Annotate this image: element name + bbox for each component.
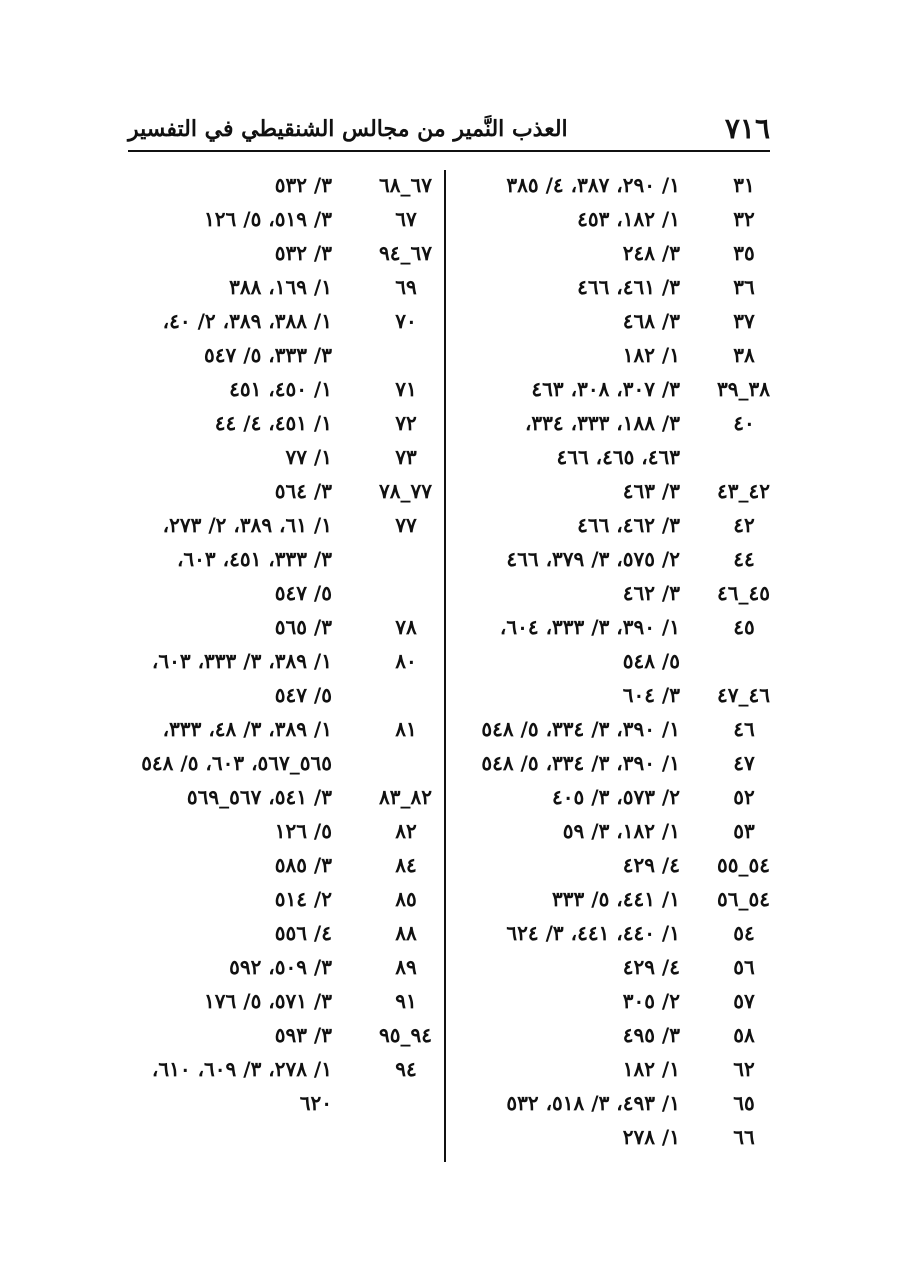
- verse-number: ٧٠: [395, 309, 417, 333]
- index-row: [122, 678, 442, 712]
- page-references: ٢/ ٣٠٥: [622, 989, 680, 1013]
- page-number: ٧١٦: [724, 112, 770, 145]
- verse-number: ٣٥: [733, 241, 755, 265]
- page-references: ١/ ٤٥٠، ٤٥١: [229, 377, 332, 401]
- page-references: ١/ ١٨٢، ٣/ ٥٩: [562, 819, 680, 843]
- index-row: [122, 508, 442, 542]
- verse-number: ٣١: [733, 173, 755, 197]
- page-references: ٣/ ٥٨٥: [274, 853, 332, 877]
- verse-number: ٨٨: [395, 921, 417, 945]
- page-references: ٣/ ٥١٩، ٥/ ١٢٦: [204, 207, 332, 231]
- index-row: [450, 542, 770, 576]
- page-references: ١/ ١٨٢، ٤٥٣: [577, 207, 680, 231]
- page-references: ١/ ٤٤٠، ٤٤١، ٣/ ٦٢٤: [506, 921, 680, 945]
- index-row: [450, 576, 770, 610]
- index-row: [122, 474, 442, 508]
- verse-number: ٦٧_٩٤: [379, 241, 432, 265]
- page-references: ١/ ٣٨٩، ٣/ ٣٣٣، ٦٠٣،: [151, 649, 332, 673]
- page-references: ٣/ ٤٩٥: [622, 1023, 680, 1047]
- verse-number: ٤٧: [733, 751, 755, 775]
- page-references: ١/ ١٨٢: [622, 343, 680, 367]
- index-row: [122, 882, 442, 916]
- verse-number: ٤٢: [733, 513, 755, 537]
- index-row: [450, 780, 770, 814]
- page-references: ١/ ٤٥١، ٤/ ٤٤: [214, 411, 332, 435]
- page-references: ١/ ٣٩٠، ٣/ ٣٣٤، ٥/ ٥٤٨: [481, 717, 680, 741]
- index-row: [450, 1120, 770, 1154]
- page-references: ١/ ٣٨٨، ٣٨٩، ٢/ ٤٠،: [162, 309, 332, 333]
- verse-number: ٦٧: [395, 207, 417, 231]
- page-references: ٥/ ٥٤٧: [274, 581, 332, 605]
- index-row: [450, 338, 770, 372]
- index-row: [122, 372, 442, 406]
- page-references: ٦٢٠: [299, 1091, 332, 1115]
- index-row: [450, 848, 770, 882]
- verse-number: ٣٧: [733, 309, 755, 333]
- index-row: [450, 916, 770, 950]
- verse-number: ٥٣: [733, 819, 755, 843]
- index-row: [122, 1086, 442, 1120]
- page-references: ٣/ ٥٣٢: [274, 241, 332, 265]
- page-references: ١/ ٢٧٨، ٣/ ٦٠٩، ٦١٠،: [151, 1057, 332, 1081]
- page-references: ٣/ ٤٦٢، ٤٦٦: [577, 513, 680, 537]
- index-row: [450, 678, 770, 712]
- page-references: ١/ ١٨٢: [622, 1057, 680, 1081]
- page-references: ٣/ ٥٩٣: [274, 1023, 332, 1047]
- verse-number: ٣٦: [733, 275, 755, 299]
- page-references: ٥٦٥_٥٦٧، ٦٠٣، ٥/ ٥٤٨: [141, 751, 332, 775]
- index-row: [450, 950, 770, 984]
- index-row: [450, 644, 770, 678]
- index-row: [450, 1052, 770, 1086]
- index-row: [122, 814, 442, 848]
- index-row: [450, 508, 770, 542]
- page-references: ٣/ ٥٤١، ٥٦٧_٥٦٩: [186, 785, 332, 809]
- verse-number: ٣٨: [733, 343, 755, 367]
- index-row: [122, 916, 442, 950]
- verse-number: ٨٢: [395, 819, 417, 843]
- index-row: [450, 746, 770, 780]
- verse-number: ٧١: [395, 377, 417, 401]
- verse-number: ٣٨_٣٩: [717, 377, 770, 401]
- verse-number: ٥٧: [733, 989, 755, 1013]
- page-references: ٣/ ٣٣٣، ٥/ ٥٤٧: [204, 343, 332, 367]
- page-references: ٢/ ٥٧٥، ٣/ ٣٧٩، ٤٦٦: [506, 547, 680, 571]
- page-references: ٣/ ٥٧١، ٥/ ١٧٦: [204, 989, 332, 1013]
- page-references: ١/ ٦١، ٣٨٩، ٢/ ٢٧٣،: [162, 513, 332, 537]
- index-row: [122, 1018, 442, 1052]
- verse-number: ٣٢: [733, 207, 755, 231]
- verse-number: ٤٦_٤٧: [717, 683, 770, 707]
- index-row: [450, 1018, 770, 1052]
- verse-number: ٩١: [395, 989, 417, 1013]
- page-references: ١/ ٣٩٠، ٣/ ٣٣٣، ٦٠٤،: [499, 615, 680, 639]
- verse-number: ٧٧_٧٨: [379, 479, 432, 503]
- page-references: ٣/ ٤٦٣: [622, 479, 680, 503]
- index-row: [122, 780, 442, 814]
- verse-number: ٨٤: [395, 853, 417, 877]
- index-row: [122, 542, 442, 576]
- index-row: [450, 440, 770, 474]
- index-column-left: [122, 168, 442, 1120]
- page-references: ٢/ ٥٧٣، ٣/ ٤٠٥: [552, 785, 680, 809]
- page-references: ١/ ٢٧٨: [622, 1125, 680, 1149]
- verse-number: ٤٢_٤٣: [717, 479, 770, 503]
- verse-number: ٤٥_٤٦: [717, 581, 770, 605]
- verse-number: ٦٢: [733, 1057, 755, 1081]
- verse-number: ٦٥: [733, 1091, 755, 1115]
- index-row: [450, 610, 770, 644]
- page-references: ٣/ ٣٠٧، ٣٠٨، ٤٦٣: [531, 377, 680, 401]
- verse-number: ٧٨: [395, 615, 417, 639]
- index-row: [450, 814, 770, 848]
- page-references: ١/ ٤٤١، ٥/ ٣٣٣: [552, 887, 680, 911]
- page-references: ٣/ ٥٦٥: [274, 615, 332, 639]
- verse-number: ٧٧: [395, 513, 417, 537]
- index-row: [450, 712, 770, 746]
- verse-number: ٨١: [395, 717, 417, 741]
- index-row: [122, 202, 442, 236]
- index-row: [122, 440, 442, 474]
- index-row: [122, 610, 442, 644]
- verse-number: ٧٢: [395, 411, 417, 435]
- page-references: ٣/ ٣٣٣، ٤٥١، ٦٠٣،: [176, 547, 332, 571]
- page-references: ٣/ ٥٦٤: [274, 479, 332, 503]
- book-title: العذب النَّمير من مجالس الشنقيطي في التفسير: [128, 116, 568, 142]
- page-references: ٤/ ٤٢٩: [622, 853, 680, 877]
- verse-number: ٥٦: [733, 955, 755, 979]
- index-row: [450, 984, 770, 1018]
- page-references: ٣/ ٦٠٤: [622, 683, 680, 707]
- page-references: ١/ ٢٩٠، ٣٨٧، ٤/ ٣٨٥: [506, 173, 680, 197]
- index-row: [122, 270, 442, 304]
- verse-number: ٤٤: [733, 547, 755, 571]
- page-references: ٣/ ٤٦٨: [622, 309, 680, 333]
- index-row: [122, 236, 442, 270]
- index-row: [122, 168, 442, 202]
- index-row: [450, 406, 770, 440]
- verse-number: ٦٦: [733, 1125, 755, 1149]
- page-references: ١/ ١٦٩، ٣٨٨: [229, 275, 332, 299]
- index-row: [122, 950, 442, 984]
- index-row: [122, 644, 442, 678]
- index-row: [122, 1052, 442, 1086]
- page-references: ٣/ ٤٦١، ٤٦٦: [577, 275, 680, 299]
- page-references: ١/ ٣٩٠، ٣/ ٣٣٤، ٥/ ٥٤٨: [481, 751, 680, 775]
- verse-number: ٥٤_٥٥: [717, 853, 770, 877]
- index-row: [122, 304, 442, 338]
- index-row: [450, 236, 770, 270]
- verse-number: ٨٠: [395, 649, 417, 673]
- page-references: ٢/ ٥١٤: [274, 887, 332, 911]
- verse-number: ٥٤_٥٦: [717, 887, 770, 911]
- verse-number: ٨٢_٨٣: [379, 785, 432, 809]
- page-references: ٤٦٣، ٤٦٥، ٤٦٦: [556, 445, 680, 469]
- index-row: [122, 984, 442, 1018]
- verse-number: ٥٤: [733, 921, 755, 945]
- index-row: [122, 406, 442, 440]
- index-row: [122, 576, 442, 610]
- page-references: ٣/ ١٨٨، ٣٣٣، ٣٣٤،: [524, 411, 680, 435]
- verse-number: ٦٩: [395, 275, 417, 299]
- page-references: ٣/ ٤٦٢: [622, 581, 680, 605]
- page-references: ٣/ ٢٤٨: [622, 241, 680, 265]
- verse-number: ٨٩: [395, 955, 417, 979]
- verse-number: ٨٥: [395, 887, 417, 911]
- verse-number: ٩٤_٩٥: [379, 1023, 432, 1047]
- verse-number: ٤٥: [733, 615, 755, 639]
- verse-number: ٤٠: [733, 411, 755, 435]
- page-references: ٥/ ٥٤٧: [274, 683, 332, 707]
- page-header: [128, 110, 770, 152]
- index-row: [122, 746, 442, 780]
- index-row: [450, 474, 770, 508]
- index-row: [450, 202, 770, 236]
- verse-number: ٦٧_٦٨: [379, 173, 432, 197]
- index-row: [450, 882, 770, 916]
- index-row: [450, 372, 770, 406]
- index-row: [122, 848, 442, 882]
- page-references: ٣/ ٥٠٩، ٥٩٢: [229, 955, 332, 979]
- page-references: ٥/ ١٢٦: [274, 819, 332, 843]
- verse-number: ٩٤: [395, 1057, 417, 1081]
- index-column-right: [450, 168, 770, 1154]
- page-references: ١/ ٧٧: [285, 445, 332, 469]
- page-references: ٤/ ٥٥٦: [274, 921, 332, 945]
- verse-number: ٥٨: [733, 1023, 755, 1047]
- index-row: [450, 168, 770, 202]
- index-row: [122, 338, 442, 372]
- page-references: ٣/ ٥٣٢: [274, 173, 332, 197]
- page-references: ٥/ ٥٤٨: [622, 649, 680, 673]
- index-row: [450, 270, 770, 304]
- verse-number: ٧٣: [395, 445, 417, 469]
- index-row: [122, 712, 442, 746]
- page-references: ١/ ٤٩٣، ٣/ ٥١٨، ٥٣٢: [506, 1091, 680, 1115]
- index-row: [450, 304, 770, 338]
- index-row: [450, 1086, 770, 1120]
- verse-number: ٥٢: [733, 785, 755, 809]
- verse-number: ٤٦: [733, 717, 755, 741]
- page-references: ٤/ ٤٢٩: [622, 955, 680, 979]
- page-references: ١/ ٣٨٩، ٣/ ٤٨، ٣٣٣،: [162, 717, 332, 741]
